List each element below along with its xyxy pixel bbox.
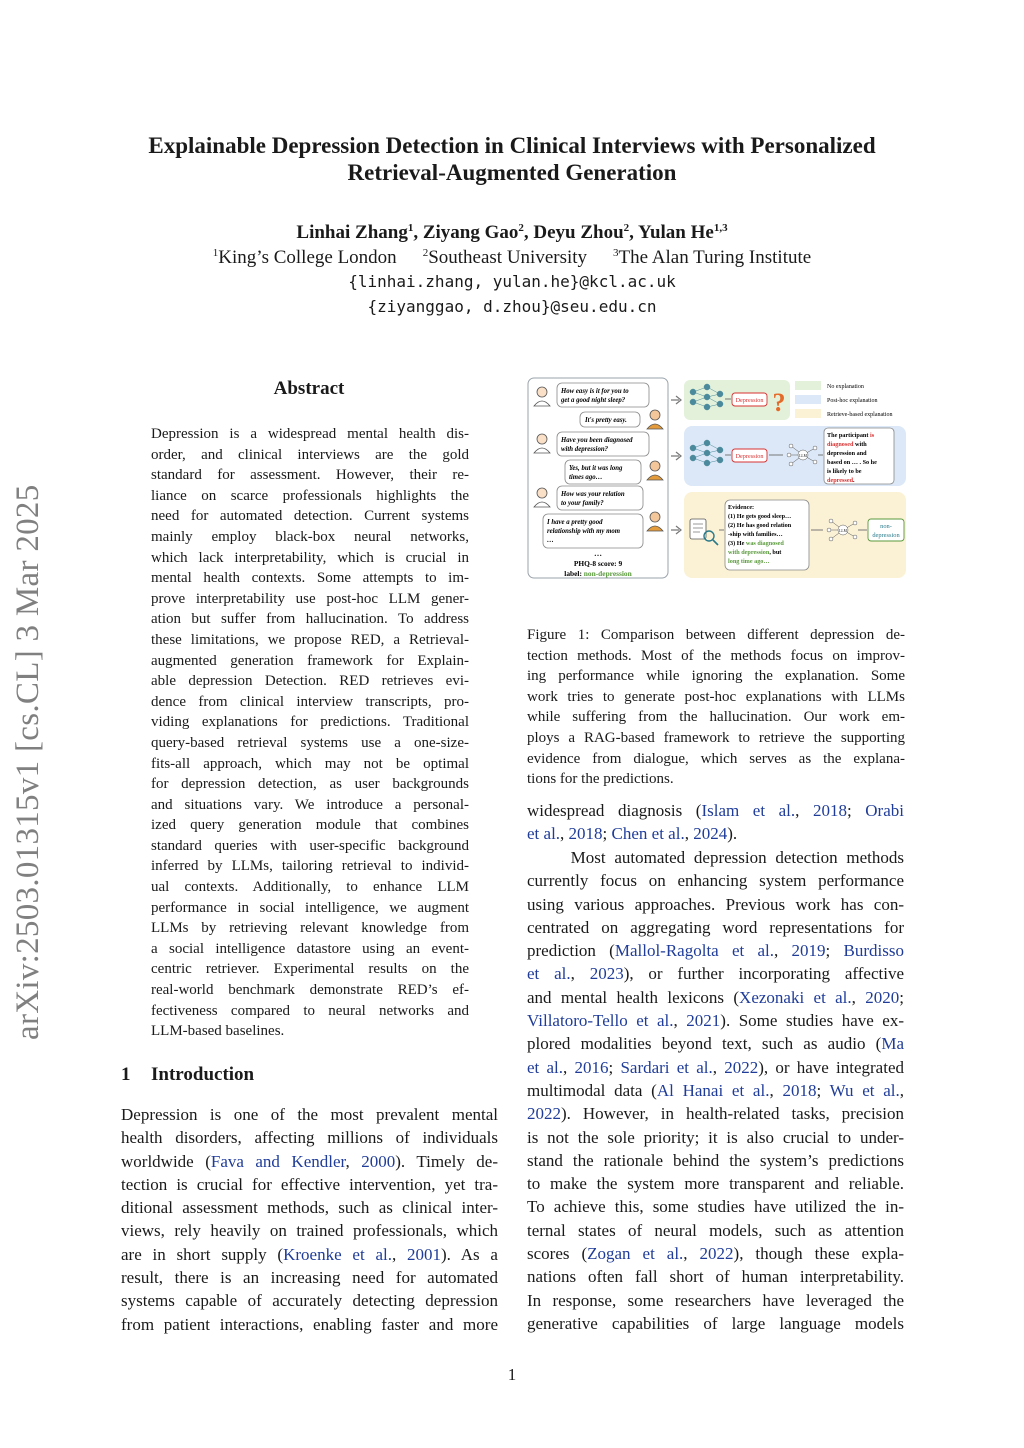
affil-sup: 3 [613, 247, 619, 259]
text-line: which lack interpretability, which is crucial in [151, 549, 469, 566]
text-line [527, 1079, 904, 1102]
text-segment: to make the system more transparent and reliable. [527, 1174, 904, 1194]
text-segment: , [712, 1057, 725, 1077]
text-line: dence from clinical interview transcripts, pro- [151, 693, 469, 710]
text-line: prove interpretability use post-hoc LLM gener- [151, 590, 469, 607]
text-segment: Most automated depression detection methods [527, 848, 904, 867]
citation-link[interactable]: 2016 [574, 1057, 609, 1077]
citation-link[interactable]: Al Hanai et al. [656, 1080, 770, 1100]
text-line: viding explanations for predictions. Traditional [151, 714, 469, 731]
text-line: augmented generation framework for Explain- [151, 652, 469, 669]
text-segment: widespread diagnosis ( [527, 801, 702, 820]
text-segment: using various approaches. Previous work has con- [527, 894, 904, 914]
text-segment: tection is crucial for effective intervention, yet tra- [121, 1174, 498, 1194]
text-segment: , [774, 941, 792, 961]
text-segment: currently focus on enhancing system performance [527, 871, 904, 891]
text-line [527, 1312, 904, 1335]
text-line [527, 1149, 904, 1172]
text-segment: , [560, 824, 569, 844]
text-segment: views, rely heavily on trained professionals, which [121, 1221, 498, 1241]
text-segment: ). However, in health-related tasks, precision [561, 1104, 904, 1124]
a1-text: It's pretty easy. [585, 417, 627, 424]
affiliation: The Alan Turing Institute [618, 247, 812, 268]
row3-prediction-1: non- [880, 523, 892, 530]
citation-link[interactable]: Chen et al. [611, 824, 685, 844]
a3-line2: relationship with my mom [547, 528, 621, 535]
citation-link[interactable]: 2022 [527, 1104, 561, 1124]
llm-label: LLM [799, 454, 807, 458]
text-segment: , [673, 1011, 687, 1031]
author-sup: 2 [518, 222, 524, 234]
author-sup: 2 [623, 222, 630, 234]
text-line: ing performance while ignoring the explanation. Some [527, 668, 905, 685]
text-segment: , [684, 824, 694, 844]
citation-link[interactable]: 2019 [791, 941, 826, 961]
exp-line5: is likely to be [827, 468, 862, 475]
section-title: Introduction [151, 1064, 255, 1085]
text-line: while suffering from the hallucination. Our work em- [527, 709, 905, 726]
text-line [527, 822, 904, 845]
text-segment: , [851, 987, 866, 1007]
intro-right-column [527, 846, 904, 1335]
affiliation-list [100, 247, 924, 269]
legend-swatch-none [795, 381, 821, 390]
text-line [527, 939, 904, 962]
author-name: Yulan He [637, 222, 714, 243]
text-line: LLMs by retrieving relevant knowledge from [151, 920, 469, 937]
affil-sup: 1 [212, 247, 219, 259]
text-line: standard for assessment. However, their re- [151, 467, 469, 484]
text-line [527, 1195, 904, 1218]
text-line [527, 1126, 904, 1149]
text-line: ual contexts. Additionally, to enhance LLM [151, 879, 469, 896]
text-segment: ). As a [441, 1244, 498, 1264]
text-segment: generative capabilities of large language models [527, 1313, 904, 1333]
text-line: LLM-based baselines. [151, 1023, 285, 1040]
text-segment: ditional assessment methods, such as clinical inter- [121, 1198, 498, 1218]
citation-link[interactable]: Mallol-Ragolta et al. [614, 941, 775, 961]
text-line [121, 1243, 498, 1266]
exp-line1: The participant is [827, 432, 875, 439]
citation-link[interactable]: 2001 [407, 1244, 441, 1264]
text-segment: ; [899, 987, 904, 1007]
q3-line2: to your family? [561, 500, 604, 507]
evidence-3c: long time ago… [728, 558, 770, 565]
text-line: liance on scarce professionals highlights the [151, 487, 469, 504]
citation-link[interactable]: Sardari et al. [620, 1057, 713, 1077]
citation-link[interactable]: Fava and Kendler [210, 1151, 346, 1171]
exp-line2: diagnosed with [827, 441, 867, 448]
evidence-2a: (2) He has good relation [728, 522, 792, 529]
text-line [527, 1265, 904, 1288]
text-line: Figure 1: Comparison between different depression de- [527, 627, 905, 643]
text-segment: is not the sole priority; it is also crucial to under- [527, 1127, 904, 1147]
author-name: Ziyang Gao [422, 222, 519, 243]
text-segment: scores ( [527, 1244, 588, 1264]
a2-line2: times ago… [569, 474, 603, 481]
text-line: fectiveness compared to neural networks and [151, 1002, 469, 1019]
text-line: order, and clinical interviews are the gold [151, 446, 469, 463]
text-line: Depression is a widespread mental health dis- [151, 426, 469, 442]
text-line [527, 986, 904, 1009]
text-line: tection methods. Most of the methods focus on improv- [527, 647, 905, 664]
evidence-1: (1) He gets good sleep… [728, 513, 792, 520]
citation-link[interactable]: Kroenke et al. [283, 1244, 392, 1264]
paper-title [100, 132, 924, 186]
text-line [121, 1289, 498, 1312]
text-line: able depression Detection. RED retrieves evi- [151, 673, 469, 690]
email-line-1: {linhai.zhang, yulan.he}@kcl.ac.uk [348, 272, 676, 291]
a2-line1: Yes, but it was long [569, 465, 623, 472]
row1-prediction: Depression [735, 397, 764, 404]
text-line [527, 846, 904, 869]
citation-link[interactable]: Orabi [865, 801, 904, 820]
q1-line2: get a good night sleep? [561, 397, 626, 404]
a3-line1: I have a pretty good [547, 519, 603, 526]
figure-1 [527, 376, 907, 580]
text-segment: ). [727, 824, 738, 844]
text-segment: , [795, 801, 813, 820]
evidence-3a: (3) He was diagnosed [728, 540, 784, 547]
legend-swatch-retrieve [795, 409, 821, 418]
exp-line3: depression and [827, 450, 867, 457]
text-line [121, 1173, 498, 1196]
title-line-2: Retrieval-Augmented Generation [347, 160, 677, 185]
text-segment: are in short supply ( [121, 1244, 284, 1264]
text-segment: ; [816, 1080, 830, 1100]
q1-line1: How easy is it for you to [561, 388, 629, 395]
q3-line1: How was your relation [561, 491, 625, 498]
text-line [527, 1102, 904, 1125]
citation-link[interactable]: 2022 [724, 1057, 759, 1077]
text-line [527, 1219, 904, 1242]
citation-link[interactable]: Zogan et al. [587, 1244, 684, 1264]
text-segment: ). Timely de- [395, 1151, 499, 1171]
arxiv-identifier: arXiv:2503.01315v1 [cs.CL] 3 Mar 2025 [10, 484, 46, 1040]
evidence-2b: -ship with families… [728, 531, 783, 538]
text-line: centric retriever. Experimental results on the [151, 961, 469, 978]
legend-posthoc: Post-hoc explanation [827, 398, 878, 404]
text-segment: ; [608, 1057, 621, 1077]
text-segment: ), or further incorporating affective [623, 964, 904, 984]
section-heading-introduction [121, 1064, 254, 1086]
author-name: Linhai Zhang [296, 222, 408, 243]
text-segment: , [570, 964, 590, 984]
text-line: performance in social intelligence, we augment [151, 899, 469, 916]
intro-right-column-top [527, 799, 904, 846]
figure-1-caption [527, 625, 905, 790]
text-line: and situations vary. We introduce a personal- [151, 796, 469, 813]
citation-link[interactable]: 2024 [693, 824, 728, 844]
citation-link[interactable]: et al. [527, 824, 561, 844]
legend-swatch-posthoc [795, 395, 821, 404]
author-name: Deyu Zhou [533, 222, 624, 243]
citation-link[interactable]: 2000 [361, 1151, 396, 1171]
q2-line1: Have you been diagnosed [561, 437, 633, 444]
text-line: need for automated detection. Current systems [151, 508, 469, 525]
text-line [121, 1126, 498, 1149]
row2-prediction: Depression [735, 453, 764, 460]
text-line: tions for the predictions. [527, 771, 674, 788]
text-line [527, 1056, 904, 1079]
text-segment: worldwide ( [121, 1151, 211, 1171]
text-line: a social intelligence datastore using an event- [151, 940, 469, 957]
text-line [527, 1242, 904, 1265]
text-line [527, 962, 904, 985]
intro-left-column [121, 1103, 498, 1336]
evidence-title: Evidence: [728, 504, 755, 511]
text-segment: , [899, 1080, 905, 1100]
text-segment: prediction ( [527, 941, 615, 961]
citation-link[interactable]: 2023 [589, 964, 624, 984]
arrow-icon [671, 396, 681, 534]
dialogue-label: label: non-depression [564, 569, 632, 578]
citation-link[interactable]: Islam et al. [701, 801, 796, 820]
text-segment: plored modalities beyond text, such as audio ( [527, 1034, 882, 1054]
text-segment: ). Some studies have ex- [720, 1011, 905, 1031]
text-line [527, 1289, 904, 1312]
text-segment: result, there is an increasing need for automated [121, 1268, 498, 1288]
text-segment: and mental health lexicons ( [527, 987, 740, 1007]
text-line [527, 1032, 904, 1055]
text-segment: health disorders, affecting millions of individuals [121, 1128, 498, 1148]
text-segment: ), though these expla- [733, 1244, 904, 1264]
text-line: mental health contexts. Some attempts to im- [151, 570, 469, 587]
affiliation: King’s College London [218, 247, 397, 268]
row3-prediction-2: depression [872, 532, 900, 539]
citation-link[interactable]: et al. [527, 1057, 564, 1077]
citation-link[interactable]: et al. [527, 964, 571, 984]
text-segment: , [563, 1057, 575, 1077]
text-segment: ), or have integrated [758, 1057, 904, 1077]
text-segment: , [683, 1244, 700, 1264]
text-line [121, 1150, 498, 1173]
text-line: ized query generation module that combines [151, 817, 469, 834]
title-line-1: Explainable Depression Detection in Clinical Interviews with Personalized [148, 133, 876, 158]
section-number: 1 [121, 1064, 131, 1085]
a3-line3: … [547, 537, 554, 544]
text-segment: ; [602, 824, 612, 844]
text-segment: from patient interactions, enabling faster and more [121, 1314, 498, 1334]
text-line [121, 1219, 498, 1242]
text-line [527, 893, 904, 916]
text-line: inferred by LLMs, tailoring retrieval to individ- [151, 858, 469, 875]
text-line [527, 1172, 904, 1195]
question-mark-icon: ? [772, 388, 786, 417]
text-segment: ternal states of neural models, such as attention [527, 1220, 904, 1240]
text-segment: nations often fall short of human interpretability. [527, 1267, 904, 1287]
email-line-2: {ziyanggao, d.zhou}@seu.edu.cn [367, 297, 657, 316]
text-segment: , [345, 1151, 362, 1171]
text-segment: centrated on aggregating word representations for [527, 917, 904, 937]
dialogue-ellipsis: … [594, 549, 602, 558]
legend-retrieve: Retrieve-based explanation [827, 412, 893, 418]
text-line: ation but suffer from hallucination. To address [151, 611, 469, 628]
text-line [121, 1103, 498, 1126]
text-segment: Depression is one of the most prevalent mental [121, 1105, 498, 1124]
citation-link[interactable]: Villatoro-Tello et al. [527, 1011, 674, 1031]
citation-link[interactable]: Xezonaki et al. [739, 987, 852, 1007]
text-line: real-world benchmark demonstrate RED’s ef- [151, 982, 469, 999]
text-line: ploys a RAG-based framework to retrieve the supporting [527, 729, 905, 746]
text-line: fits-all approach, which may not be optimal [151, 755, 469, 772]
affil-sup: 2 [422, 247, 429, 259]
exp-line6: depressed. [827, 477, 855, 484]
text-line: these limitations, we propose RED, a Retrieval- [151, 631, 469, 648]
text-line [121, 1196, 498, 1219]
text-segment: stand the rationale behind the system’s predictions [527, 1150, 904, 1170]
text-line: work tries to generate post-hoc explanations with LLMs [527, 688, 905, 705]
phq8-score: PHQ-8 score: 9 [573, 559, 623, 568]
text-line: mainly employ black-box neural networks, [151, 528, 469, 545]
exp-line4: based on … . So he [827, 459, 877, 466]
author-sup: 1 [407, 222, 414, 234]
text-line [527, 916, 904, 939]
text-line [527, 869, 904, 892]
citation-link[interactable]: 2018 [782, 1080, 817, 1100]
text-line [121, 1266, 498, 1289]
citation-link[interactable]: 2018 [568, 824, 603, 844]
text-line [121, 1313, 498, 1336]
text-line [527, 1009, 904, 1032]
evidence-3b: with depression, but [728, 549, 782, 556]
text-segment: multimodal data ( [527, 1080, 657, 1100]
text-segment: , [769, 1080, 783, 1100]
figure-1-diagram [527, 376, 907, 580]
text-line: standard queries with user-specific background [151, 837, 469, 854]
text-segment: To achieve this, some studies have utilized the in- [527, 1197, 904, 1217]
author-list: Linhai Zhang$^1$, Ziyang Gao$^2$, Deyu Zhou$^2$, Yulan He$^{1,3}$ [296, 222, 728, 243]
q2-line2: with depression? [561, 446, 609, 453]
citation-link[interactable]: 2020 [865, 987, 900, 1007]
legend-none: No explanation [827, 384, 864, 390]
citation-link[interactable]: Burdisso [843, 941, 904, 961]
citation-link[interactable]: Wu et al. [829, 1080, 900, 1100]
citation-link[interactable]: 2022 [699, 1244, 734, 1264]
abstract-body [151, 424, 469, 1042]
abstract-heading: Abstract [273, 378, 345, 399]
page-number: 1 [507, 1365, 517, 1384]
citation-link[interactable]: 2021 [686, 1011, 721, 1031]
text-segment: ; [846, 801, 866, 820]
citation-link[interactable]: Ma [881, 1034, 904, 1054]
text-segment: ; [825, 941, 844, 961]
llm-label: LLM [839, 529, 847, 533]
affiliation: Southeast University [428, 247, 588, 268]
text-segment: , [391, 1244, 407, 1264]
text-line: for depression detection, as user backgrounds [151, 776, 469, 793]
text-line: query-based retrieval systems use a one-size- [151, 734, 469, 751]
citation-link[interactable]: 2018 [812, 801, 847, 820]
author-sup: 1,3 [713, 222, 728, 234]
text-segment: systems capable of accurately detecting depression [121, 1291, 498, 1311]
text-segment: In response, some researchers have leveraged the [527, 1290, 904, 1310]
text-line: evidence from dialogue, which serves as the explana- [527, 750, 905, 767]
text-line [527, 799, 904, 822]
